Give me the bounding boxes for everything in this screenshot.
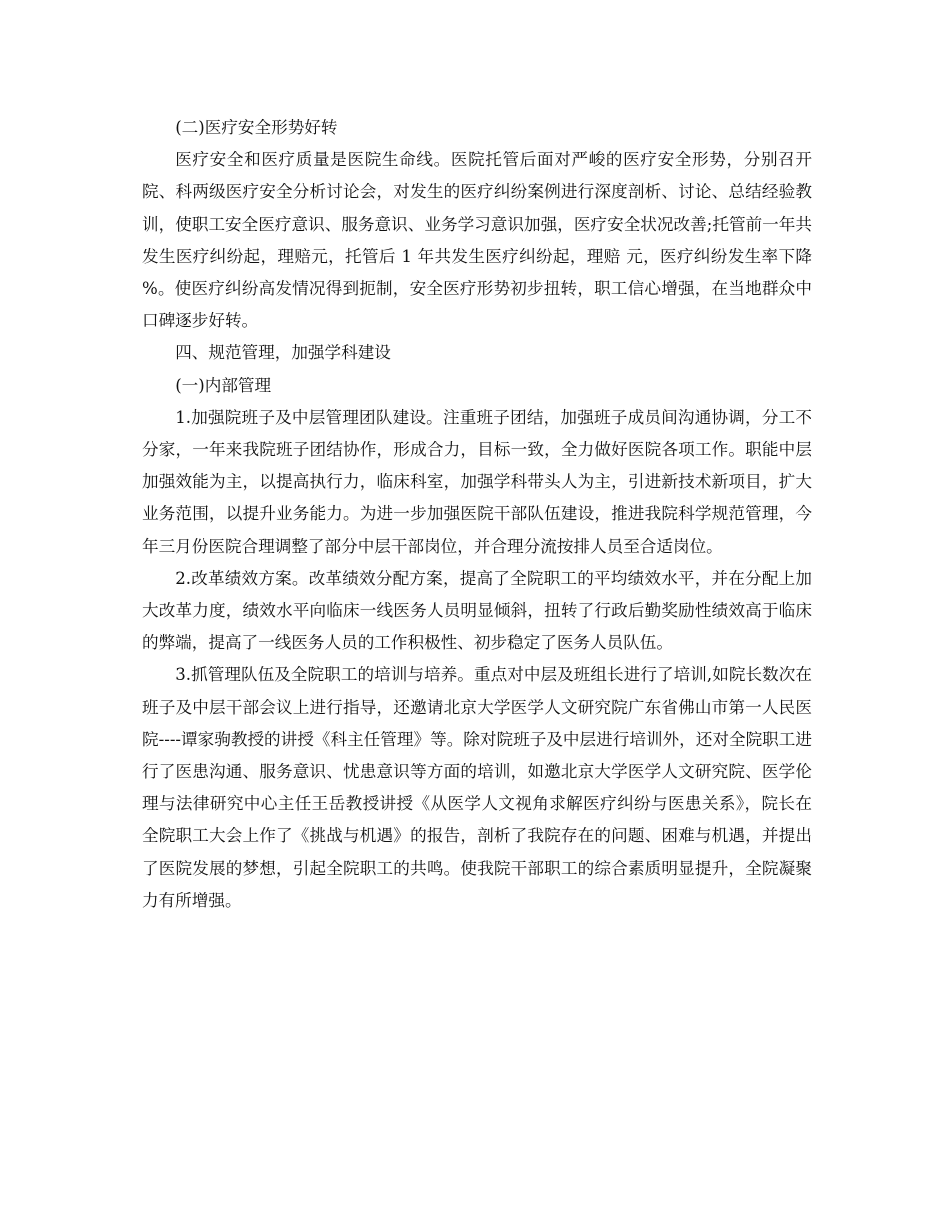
paragraph-team-building: 1.加强院班子及中层管理团队建设。注重班子团结，加强班子成员间沟通协调，分工不分家，一年来我院班子团结协作，形成合力，目标一致，全力做好医院各项工作。职能中层加强效能为主，以提高执行力，临床科室，加强学科带头人为主，引进新技术新项目，扩大业务范围，以提升业务能力。为进一步加强医院干部队伍建设，推进我院科学规范管理，今年三月份医院合理调整了部分中层干部岗位，并合理分流按排人员至合适岗位。 <box>142 407 812 556</box>
paragraph-performance-reform: 2.改革绩效方案。改革绩效分配方案，提高了全院职工的平均绩效水平，并在分配上加大改革力度，绩效水平向临床一线医务人员明显倾斜，扭转了行政后勤奖励性绩效高于临床的弊端，提高了一线医务人员的工作积极性、初步稳定了医务人员队伍。 <box>142 568 812 653</box>
document-body <box>142 112 812 917</box>
section-heading-internal-management: (一)内部管理 <box>175 375 272 395</box>
section-heading-standard-management: 四、规范管理，加强学科建设 <box>175 343 391 363</box>
paragraph-training: 3.抓管理队伍及全院职工的培训与培养。重点对中层及班组长进行了培训,如院长数次在班子及中层干部会议上进行指导，还邀请北京大学医学人文研究院广东省佛山市第一人民医院----谭家驹教授的讲授《科主任管理》等。除对院班子及中层进行培训外，还对全院职工进行了医患沟通、服务意识、忧患意识等方面的培训，如邀北京大学医学人文研究院、医学伦理与法律研究中心主任王岳教授讲授《从医学人文视角求解医疗纠纷与医患关系》，院长在全院职工大会上作了《挑战与机遇》的报告，剖析了我院存在的问题、困难与机遇，并提出了医院发展的梦想，引起全院职工的共鸣。使我院干部职工的综合素质明显提升，全院凝聚力有所增强。 <box>142 665 812 910</box>
section-heading-medical-safety: (二)医疗安全形势好转 <box>175 118 338 137</box>
paragraph-medical-safety: 医疗安全和医疗质量是医院生命线。医院托管后面对严峻的医疗安全形势，分别召开院、科两级医疗安全分析讨论会，对发生的医疗纠纷案例进行深度剖析、讨论、总结经验教训，使职工安全医疗意识、服务意识、业务学习意识加强，医疗安全状况改善;托管前一年共发生医疗纠纷起，理赔元，托管后 1 年共发生医疗纠纷起，理赔 元，医疗纠纷发生率下降 %。使医疗纠纷高发情况得到扼制，安全医疗形势初步扭转，职工信心增强，在当地群众中口碑逐步好转。 <box>142 150 812 331</box>
